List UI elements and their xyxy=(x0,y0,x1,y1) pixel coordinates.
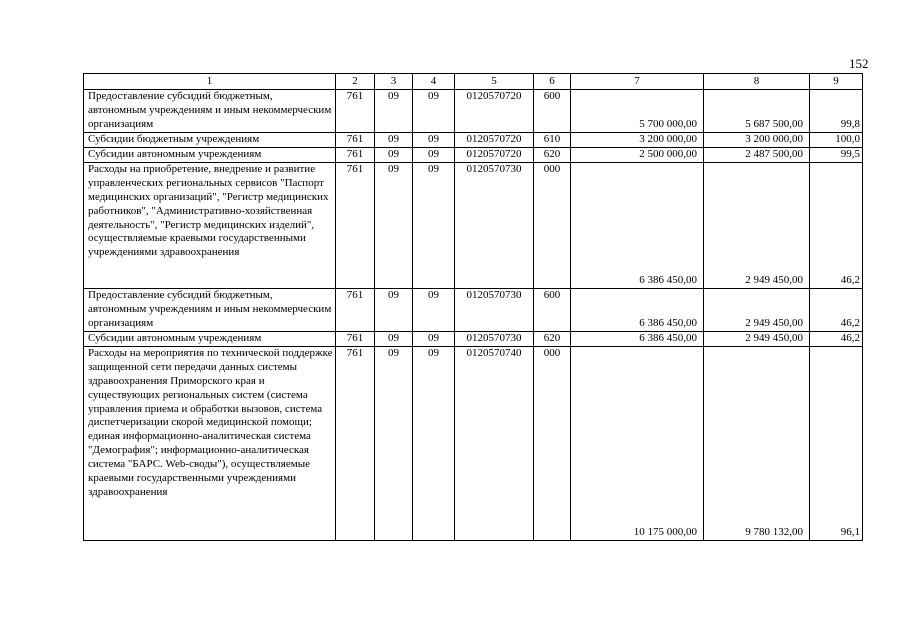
section-code: 09 xyxy=(375,90,413,133)
subsection-code: 09 xyxy=(413,288,455,331)
target-article-code: 0120570730 xyxy=(455,162,534,288)
section-code: 09 xyxy=(375,162,413,288)
column-number-6: 6 xyxy=(534,74,571,90)
target-article-code: 0120570730 xyxy=(455,288,534,331)
planned-amount: 2 500 000,00 xyxy=(571,147,704,162)
executed-amount: 3 200 000,00 xyxy=(704,133,810,148)
ministry-code: 761 xyxy=(336,346,375,540)
section-code: 09 xyxy=(375,288,413,331)
section-code: 09 xyxy=(375,147,413,162)
table-row xyxy=(84,162,863,288)
table-row xyxy=(84,147,863,162)
target-article-code: 0120570720 xyxy=(455,90,534,133)
section-code: 09 xyxy=(375,346,413,540)
ministry-code: 761 xyxy=(336,147,375,162)
executed-amount: 2 949 450,00 xyxy=(704,288,810,331)
page-number: 152 xyxy=(849,56,869,71)
subsection-code: 09 xyxy=(413,346,455,540)
expense-name: Расходы на приобретение, внедрение и развитие управленческих региональных сервисов "Паспорт медицинских организаций", "Регистр медицинских работников", "Административно-хозяйственная деятельность", "Регистр медицинских изделий", осуществляемые краевыми государственными учреждениями здравоохранения xyxy=(84,162,336,288)
ministry-code: 761 xyxy=(336,331,375,346)
table-row xyxy=(84,331,863,346)
executed-amount: 2 949 450,00 xyxy=(704,162,810,288)
executed-amount: 2 949 450,00 xyxy=(704,331,810,346)
table-header-row xyxy=(84,74,863,90)
column-number-3: 3 xyxy=(375,74,413,90)
section-code: 09 xyxy=(375,331,413,346)
execution-percent: 99,8 xyxy=(810,90,863,133)
column-number-1: 1 xyxy=(84,74,336,90)
target-article-code: 0120570730 xyxy=(455,331,534,346)
ministry-code: 761 xyxy=(336,288,375,331)
expense-name: Предоставление субсидий бюджетным, автономным учреждениям и иным некоммерческим организациям xyxy=(84,90,336,133)
planned-amount: 6 386 450,00 xyxy=(571,288,704,331)
table-row xyxy=(84,133,863,148)
column-number-9: 9 xyxy=(810,74,863,90)
expense-type-code: 610 xyxy=(534,133,571,148)
table-row xyxy=(84,90,863,133)
column-number-7: 7 xyxy=(571,74,704,90)
execution-percent: 46,2 xyxy=(810,288,863,331)
column-number-5: 5 xyxy=(455,74,534,90)
executed-amount: 5 687 500,00 xyxy=(704,90,810,133)
planned-amount: 5 700 000,00 xyxy=(571,90,704,133)
execution-percent: 99,5 xyxy=(810,147,863,162)
ministry-code: 761 xyxy=(336,90,375,133)
subsection-code: 09 xyxy=(413,162,455,288)
section-code: 09 xyxy=(375,133,413,148)
subsection-code: 09 xyxy=(413,133,455,148)
expense-type-code: 600 xyxy=(534,90,571,133)
subsection-code: 09 xyxy=(413,90,455,133)
target-article-code: 0120570740 xyxy=(455,346,534,540)
expense-name: Субсидии бюджетным учреждениям xyxy=(84,133,336,148)
expense-name: Предоставление субсидий бюджетным, автономным учреждениям и иным некоммерческим организациям xyxy=(84,288,336,331)
budget-table xyxy=(83,73,863,541)
table-row xyxy=(84,346,863,540)
expense-type-code: 000 xyxy=(534,346,571,540)
expense-type-code: 620 xyxy=(534,147,571,162)
ministry-code: 761 xyxy=(336,162,375,288)
subsection-code: 09 xyxy=(413,331,455,346)
ministry-code: 761 xyxy=(336,133,375,148)
target-article-code: 0120570720 xyxy=(455,133,534,148)
planned-amount: 6 386 450,00 xyxy=(571,162,704,288)
expense-type-code: 000 xyxy=(534,162,571,288)
expense-name: Субсидии автономным учреждениям xyxy=(84,147,336,162)
table-row xyxy=(84,288,863,331)
execution-percent: 46,2 xyxy=(810,162,863,288)
target-article-code: 0120570720 xyxy=(455,147,534,162)
subsection-code: 09 xyxy=(413,147,455,162)
execution-percent: 96,1 xyxy=(810,346,863,540)
planned-amount: 3 200 000,00 xyxy=(571,133,704,148)
planned-amount: 6 386 450,00 xyxy=(571,331,704,346)
column-number-4: 4 xyxy=(413,74,455,90)
planned-amount: 10 175 000,00 xyxy=(571,346,704,540)
column-number-2: 2 xyxy=(336,74,375,90)
expense-name: Расходы на мероприятия по технической поддержке защищенной сети передачи данных системы здравоохранения Приморского края и существующих региональных систем (система управления приема и обработки вызовов, система диспетчеризации скорой медицинской помощи; единая информационно-аналитическая система "Демография"; информационно-аналитическая система "БАРС. Web-своды"), осуществляемые краевыми государственными учреждениями здравоохранения xyxy=(84,346,336,540)
expense-name: Субсидии автономным учреждениям xyxy=(84,331,336,346)
execution-percent: 100,0 xyxy=(810,133,863,148)
executed-amount: 9 780 132,00 xyxy=(704,346,810,540)
column-number-8: 8 xyxy=(704,74,810,90)
executed-amount: 2 487 500,00 xyxy=(704,147,810,162)
expense-type-code: 600 xyxy=(534,288,571,331)
expense-type-code: 620 xyxy=(534,331,571,346)
execution-percent: 46,2 xyxy=(810,331,863,346)
